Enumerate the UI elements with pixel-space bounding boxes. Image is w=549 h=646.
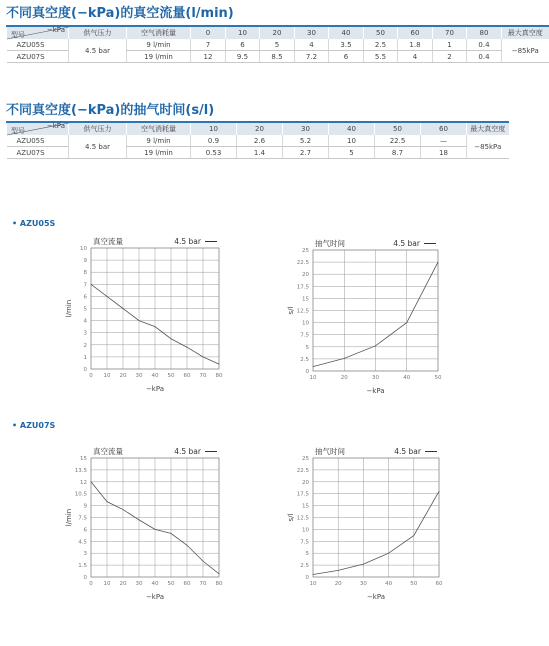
x-tick-label: 70 xyxy=(199,373,207,379)
chart-title: 抽气时间 xyxy=(315,447,345,456)
x-tick-label: 40 xyxy=(403,375,411,381)
value-cell: 7 xyxy=(191,39,226,51)
value-cell: 4 xyxy=(398,51,433,63)
y-tick-label: 22.5 xyxy=(296,467,309,474)
value-cell: 5.5 xyxy=(364,51,398,63)
legend-label: 4.5 bar xyxy=(174,237,201,246)
y-tick-label: 7.5 xyxy=(78,515,87,522)
y-tick-label: 17.5 xyxy=(296,491,309,498)
model-header: 型号 xyxy=(11,127,25,135)
value-cell: 18 xyxy=(421,147,467,159)
x-tick-label: 10 xyxy=(309,375,317,381)
series-line xyxy=(313,491,439,574)
value-cell: 6 xyxy=(329,51,364,63)
x-tick-label: 60 xyxy=(183,581,191,587)
y-axis-label: s/l xyxy=(287,306,295,315)
max-vacuum-header: 最大真空度 xyxy=(467,122,509,135)
value-cell: 8.5 xyxy=(260,51,295,63)
y-tick-label: 2 xyxy=(83,342,87,349)
flow-table-title: 不同真空度(−kPa)的真空流量(l/min) xyxy=(6,6,234,21)
x-axis-label: −kPa xyxy=(366,593,386,601)
column-header: 60 xyxy=(421,122,467,135)
supply-pressure-header: 供气压力 xyxy=(69,26,127,39)
y-tick-label: 7 xyxy=(83,282,87,289)
y-tick-label: 3 xyxy=(83,551,87,558)
model-header: 型号 xyxy=(11,31,25,39)
section-label-azu05s: • AZU05S xyxy=(12,219,56,228)
model-cell: AZU05S xyxy=(7,135,69,147)
y-tick-label: 4 xyxy=(83,318,87,325)
data-point xyxy=(388,553,389,554)
supply-pressure-header: 供气压力 xyxy=(69,122,127,135)
x-tick-label: 40 xyxy=(385,581,393,587)
x-tick-label: 40 xyxy=(151,581,159,587)
value-cell: 10 xyxy=(329,135,375,147)
chart-title: 真空流量 xyxy=(93,447,123,456)
data-point xyxy=(313,574,314,575)
y-tick-label: 12.5 xyxy=(296,515,309,522)
y-tick-label: 3 xyxy=(83,330,87,337)
x-tick-label: 20 xyxy=(334,581,342,587)
y-tick-label: 10.5 xyxy=(74,491,87,498)
y-tick-label: 5 xyxy=(83,306,87,313)
value-cell: 0.4 xyxy=(467,51,502,63)
y-tick-label: 17.5 xyxy=(296,284,309,291)
pressure-cell: 4.5 bar xyxy=(69,135,127,159)
value-cell: 0.4 xyxy=(467,39,502,51)
y-tick-label: 6 xyxy=(83,527,87,534)
air-consumption-header: 空气消耗量 xyxy=(127,26,191,39)
value-cell: 2.7 xyxy=(283,147,329,159)
data-point xyxy=(439,491,440,492)
value-cell: 9.5 xyxy=(226,51,260,63)
x-tick-label: 50 xyxy=(410,581,418,587)
column-header: 10 xyxy=(191,122,237,135)
x-tick-label: 70 xyxy=(199,581,207,587)
max-vacuum-cell: −85kPa xyxy=(502,39,549,63)
column-header: 40 xyxy=(329,122,375,135)
y-tick-label: 4.5 xyxy=(78,539,87,546)
y-tick-label: 20 xyxy=(302,272,309,279)
max-vacuum-header: 最大真空度 xyxy=(502,26,549,39)
column-header: 70 xyxy=(433,26,467,39)
value-cell: 5 xyxy=(329,147,375,159)
y-tick-label: 2.5 xyxy=(300,563,309,570)
y-tick-label: 10 xyxy=(302,320,309,327)
y-tick-label: 6 xyxy=(83,294,87,301)
column-header: 30 xyxy=(283,122,329,135)
x-tick-label: 50 xyxy=(434,375,442,381)
model-cell: AZU07S xyxy=(7,51,69,63)
x-tick-label: 20 xyxy=(119,373,127,379)
y-tick-label: 15 xyxy=(302,503,309,510)
x-tick-label: 60 xyxy=(435,581,443,587)
y-tick-label: 12.5 xyxy=(296,308,309,315)
column-header: 10 xyxy=(226,26,260,39)
y-tick-label: 7.5 xyxy=(300,539,309,546)
x-tick-label: 10 xyxy=(103,373,111,379)
value-cell: 3.5 xyxy=(329,39,364,51)
legend-label: 4.5 bar xyxy=(394,447,421,456)
data-point xyxy=(413,535,414,536)
value-cell: 2.5 xyxy=(364,39,398,51)
value-cell: 1 xyxy=(433,39,467,51)
y-tick-label: 25 xyxy=(302,456,309,462)
y-axis-label: l/min xyxy=(65,508,73,527)
value-cell: 1.8 xyxy=(398,39,433,51)
y-tick-label: 15 xyxy=(80,456,87,462)
x-tick-label: 0 xyxy=(89,581,93,587)
value-cell: 5.2 xyxy=(283,135,329,147)
max-vacuum-cell: −85kPa xyxy=(467,135,509,159)
column-header: 60 xyxy=(398,26,433,39)
x-axis-label: −kPa xyxy=(145,385,165,393)
column-header: 30 xyxy=(295,26,329,39)
chart-title: 抽气时间 xyxy=(315,239,345,248)
y-tick-label: 22.5 xyxy=(296,260,309,267)
model-cell: AZU05S xyxy=(7,39,69,51)
y-axis-label: s/l xyxy=(287,513,295,522)
x-tick-label: 30 xyxy=(135,373,143,379)
x-tick-label: 30 xyxy=(359,581,367,587)
column-header: 50 xyxy=(375,122,421,135)
value-cell: 8.7 xyxy=(375,147,421,159)
y-tick-label: 25 xyxy=(302,248,309,254)
value-cell: 7.2 xyxy=(295,51,329,63)
y-tick-label: 1.5 xyxy=(78,563,87,570)
kpa-header: −kPa xyxy=(46,122,65,130)
value-cell: 12 xyxy=(191,51,226,63)
model-cell: AZU07S xyxy=(7,147,69,159)
value-cell: 22.5 xyxy=(375,135,421,147)
y-tick-label: 20 xyxy=(302,479,309,486)
value-cell: 5 xyxy=(260,39,295,51)
consumption-cell: 9 l/min xyxy=(127,39,191,51)
y-tick-label: 2.5 xyxy=(300,356,309,363)
y-tick-label: 0 xyxy=(83,575,87,581)
y-tick-label: 9 xyxy=(83,503,87,510)
y-tick-label: 5 xyxy=(305,551,309,558)
y-tick-label: 10 xyxy=(80,246,87,252)
x-tick-label: 0 xyxy=(89,373,93,379)
x-tick-label: 40 xyxy=(151,373,159,379)
y-tick-label: 8 xyxy=(83,270,87,277)
x-tick-label: 50 xyxy=(167,373,175,379)
value-cell: 4 xyxy=(295,39,329,51)
y-tick-label: 1 xyxy=(83,354,87,361)
legend-label: 4.5 bar xyxy=(393,239,420,248)
y-tick-label: 0 xyxy=(305,369,309,375)
value-cell: 0.53 xyxy=(191,147,237,159)
y-tick-label: 9 xyxy=(83,258,87,265)
legend-label: 4.5 bar xyxy=(174,447,201,456)
x-tick-label: 30 xyxy=(135,581,143,587)
x-axis-label: −kPa xyxy=(366,387,385,395)
value-cell: 0.9 xyxy=(191,135,237,147)
kpa-header: −kPa xyxy=(46,26,65,34)
data-point xyxy=(363,564,364,565)
x-tick-label: 30 xyxy=(372,375,379,381)
chart-title: 真空流量 xyxy=(93,237,123,246)
consumption-cell: 9 l/min xyxy=(127,135,191,147)
x-axis-label: −kPa xyxy=(145,593,165,601)
column-header: 0 xyxy=(191,26,226,39)
column-header: 50 xyxy=(364,26,398,39)
value-cell: 1.4 xyxy=(237,147,283,159)
y-tick-label: 0 xyxy=(305,575,309,581)
y-tick-label: 12 xyxy=(80,479,87,486)
y-tick-label: 0 xyxy=(83,367,87,373)
value-cell: — xyxy=(421,135,467,147)
x-tick-label: 60 xyxy=(183,373,191,379)
consumption-cell: 19 l/min xyxy=(127,147,191,159)
consumption-cell: 19 l/min xyxy=(127,51,191,63)
x-tick-label: 80 xyxy=(215,581,223,587)
x-tick-label: 50 xyxy=(167,581,175,587)
value-cell: 6 xyxy=(226,39,260,51)
time-table-title: 不同真空度(−kPa)的抽气时间(s/l) xyxy=(6,103,215,118)
column-header: 20 xyxy=(260,26,295,39)
value-cell: 2 xyxy=(433,51,467,63)
y-tick-label: 15 xyxy=(302,296,309,303)
column-header: 80 xyxy=(467,26,502,39)
x-tick-label: 80 xyxy=(215,373,223,379)
y-tick-label: 10 xyxy=(302,527,309,534)
pressure-cell: 4.5 bar xyxy=(69,39,127,63)
section-label-azu07s: • AZU07S xyxy=(12,421,56,430)
air-consumption-header: 空气消耗量 xyxy=(127,122,191,135)
y-tick-label: 7.5 xyxy=(300,332,309,339)
x-tick-label: 10 xyxy=(103,581,111,587)
y-axis-label: l/min xyxy=(65,299,73,318)
column-header: 40 xyxy=(329,26,364,39)
value-cell: 2.6 xyxy=(237,135,283,147)
y-tick-label: 13.5 xyxy=(74,467,87,474)
x-tick-label: 10 xyxy=(309,581,317,587)
y-tick-label: 5 xyxy=(305,344,309,351)
column-header: 20 xyxy=(237,122,283,135)
x-tick-label: 20 xyxy=(340,375,348,381)
data-point xyxy=(338,570,339,571)
x-tick-label: 20 xyxy=(119,581,127,587)
